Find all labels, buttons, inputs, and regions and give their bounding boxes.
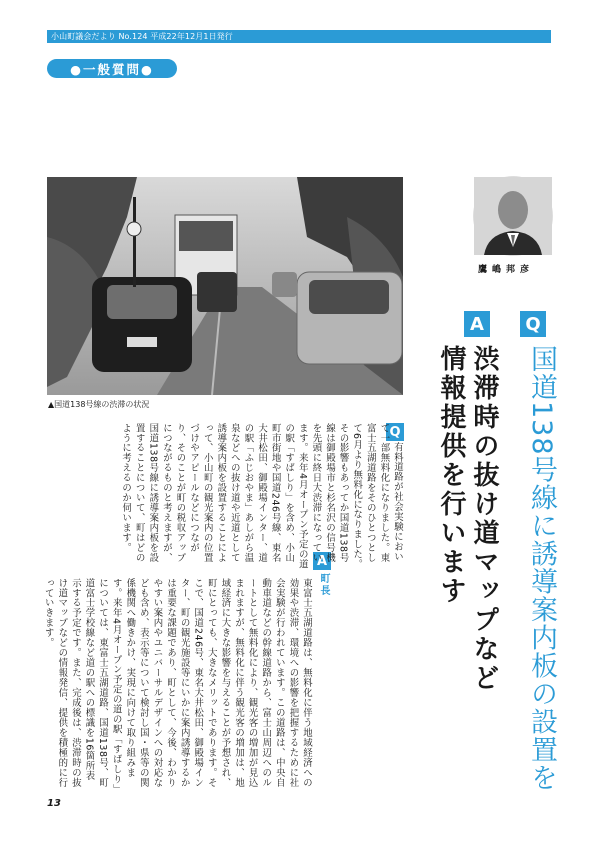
question-body: 有料道路が社会実験において一部無料化になりました。東富士五湖道路をそのひとつとして6月より無料化になりました。その影響もあってか国道138号線は御殿場市と杉名沢の信号機を先頭に終日大渋滞になっています。来年4月オープン予定の道の駅「すばしり」を含め、小山町市街地や国道246号線、東名大井松田、御殿場インター、道の駅「ふじおやま」あしがら温泉などへの抜け道や近道として誘導案内板を設置することによって、小山町の観光案内の位置づけやアピールなどにつながり、そのことが町の税収アップにつながるものと考えますが、国道138号線に誘導案内板を設置することについて、町はどのように考えるのか伺います。 — [120, 423, 403, 570]
questioner-name: 鷹嶋邦彦 — [478, 265, 535, 275]
answer-title-line2: 情報提供を行います — [436, 345, 466, 606]
photo-caption: ▲国道138号線の渋滞の状況 — [48, 400, 150, 409]
question-body-badge: Q — [386, 423, 404, 441]
newsletter-header-bar — [47, 30, 551, 43]
questioner-portrait — [473, 176, 553, 256]
question-title: 国道138号線に誘導案内板の設置を — [526, 345, 557, 792]
page-number: 13 — [47, 798, 61, 809]
answer-body: 東富士五湖道路は、無料化に伴う地域経済への効果や渋滞、環境への影響を把握するために社会実験が行われています。この道路は、中央自動車道などの幹線道路から、富士山周辺へのルートとして無料化により、観光客の増加が見込まれますが、無料化に伴う観光客の増加は、地域経済に大きな影響を与えることが予想され、町にとっても、大きなメリットであります。そこで、国道246号、東名大井松田、御殿場インター、町の観光施設等にいかに案内誘導するかは重要な課題であり、町として、今後、わかりやすい案内やユニバーサルデザインへの対応なども含め、表示等について検討し国・県等の関係機関へ働きかけ、実現に向けて取り組みます。来年4月オープン予定の道の駅「すばしり」については、東富士五湖道路、国道138号、町道富士学校線など道の駅への標識を16箇所表示する予定です。また、完成後は、渋滞時の抜け道マップなどの情報発信、提供を積極的に行っていきます。 — [42, 578, 312, 790]
traffic-photo — [47, 177, 403, 395]
question-badge: Q — [520, 311, 546, 337]
section-label: ●一般質問● — [47, 59, 177, 78]
answer-badge: A — [464, 311, 490, 337]
answer-speaker: 町長 — [318, 573, 329, 597]
answer-title-line1: 渋滞時の抜け道マップなど — [469, 345, 499, 693]
answer-body-badge: A — [313, 552, 331, 570]
answer-title — [426, 345, 500, 785]
newsletter-issue-text: 小山町議会だより No.124 平成22年12月1日発行 — [51, 32, 233, 41]
